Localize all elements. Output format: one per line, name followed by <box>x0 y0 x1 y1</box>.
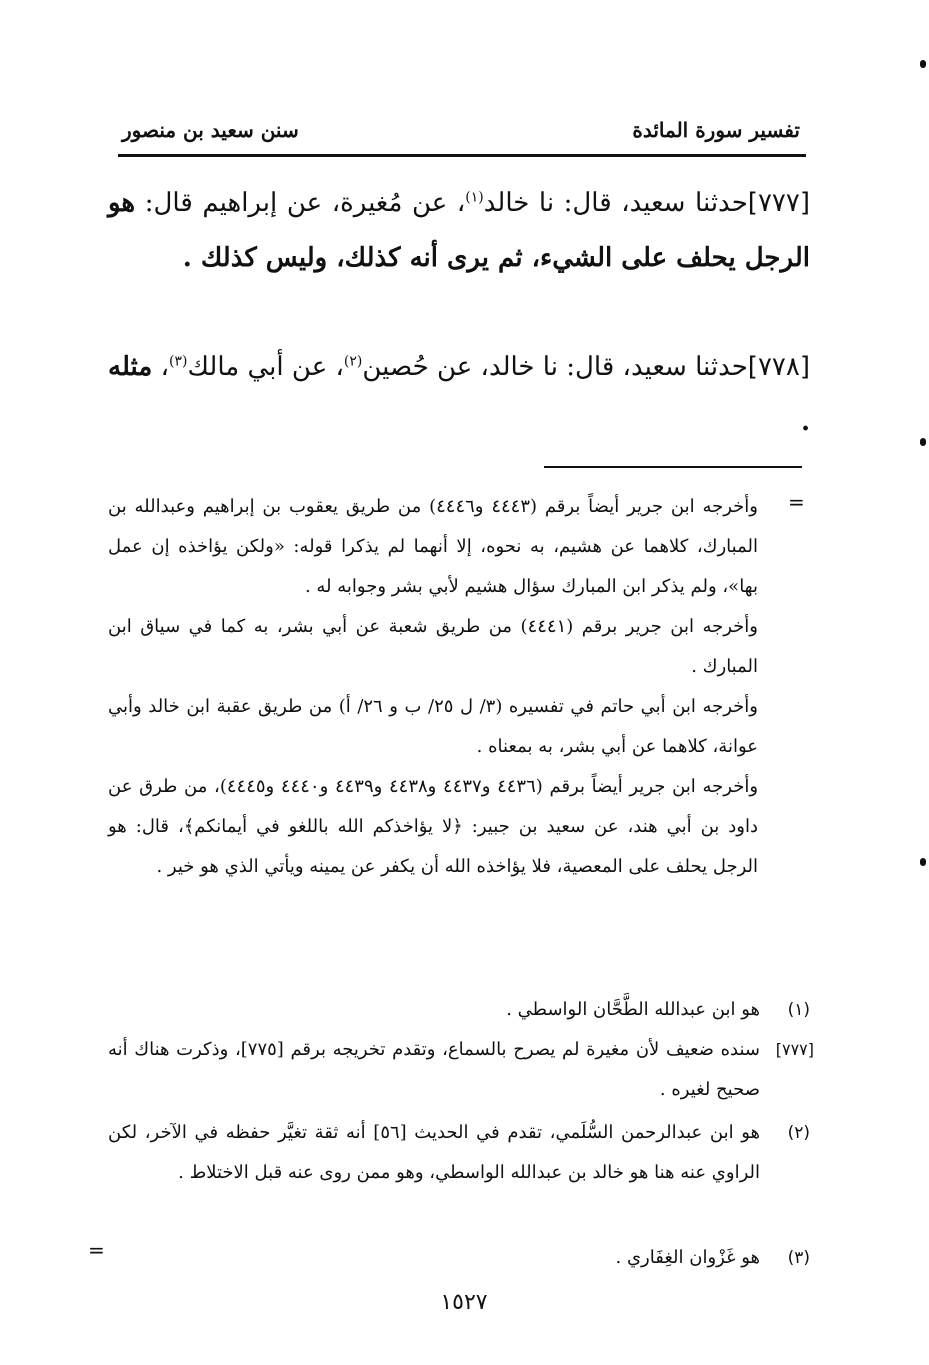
header-rule <box>118 154 806 157</box>
hadith-matn: مثله . <box>108 352 810 437</box>
hadith-777 <box>108 176 810 286</box>
scan-speck <box>920 858 926 866</box>
hadith-isnad: حدثنا سعيد، قال: نا خالد، عن حُصين <box>362 352 748 382</box>
footnote-continuation <box>108 487 810 887</box>
hadith-isnad-cont: ، عن أبي مالك <box>187 352 344 382</box>
footnote-1 <box>108 990 810 1030</box>
scan-speck <box>920 60 926 68</box>
footnote-ref[interactable]: (٣) <box>169 353 188 370</box>
running-header <box>118 112 800 148</box>
footnote-text: سنده ضعيف لأن مغيرة لم يصرح بالسماع، وتقدم تخريجه برقم [٧٧٥]، وذكرت هناك أنه صحيح لغيره . <box>108 1039 760 1100</box>
hadith-number: [٧٧٧] <box>747 188 810 218</box>
footnote-ref[interactable]: (٢) <box>343 353 363 370</box>
footnote-marker: [٧٧٧] <box>775 1040 814 1059</box>
footnote-3 <box>108 1238 810 1278</box>
footnote-marker: (٢) <box>787 1123 810 1143</box>
book-title: سنن سعيد بن منصور <box>122 118 299 142</box>
hadith-number: [٧٧٨] <box>747 352 811 382</box>
note-paragraph: وأخرجه ابن جرير برقم (٤٤٤١) من طريق شعبة عن أبي بشر، به كما في سياق ابن المبارك . <box>108 616 758 677</box>
scan-speck <box>920 438 926 446</box>
hadith-778 <box>108 340 810 450</box>
footnote-777 <box>108 1030 814 1110</box>
footnote-2 <box>108 1113 810 1193</box>
footnote-text: هو ابن عبدالله الطَّحَّان الواسطي . <box>506 999 760 1020</box>
continuation-marker: = <box>788 490 805 514</box>
note-paragraph: وأخرجه ابن جرير أيضاً برقم (٤٤٣٦ و٤٤٣٧ و٤٤٣٨ و٤٤٣٩ و٤٤٤٠ و٤٤٤٥)، من طرق عن داود بن أبي هند، عن سعيد بن جبير: ﴿لا يؤاخذكم الله باللغو في أيمانكم﴾، قال: هو الرجل يحلف على المعصية، فلا يؤاخذه الله أن يكفر عن يمينه ويأتي الذي هو خير . <box>108 776 759 877</box>
page-number: ١٥٢٧ <box>440 1290 488 1315</box>
footnote-ref[interactable]: (١) <box>465 189 484 206</box>
note-paragraph: وأخرجه ابن أبي حاتم في تفسيره (٣/ ل ٢٥/ ب و ٢٦/ أ) من طريق عقبة ابن خالد وأبي عوانة، كلاهما عن أبي بشر، به بمعناه . <box>108 696 759 757</box>
hadith-matn: هو الرجل يحلف على الشيء، ثم يرى أنه كذلك، وليس كذلك . <box>108 188 810 273</box>
hadith-isnad: حدثنا سعيد، قال: نا خالد <box>483 188 748 218</box>
footnote-separator <box>544 466 802 468</box>
page-continuation-marker: = <box>88 1238 105 1262</box>
note-paragraph: وأخرجه ابن جرير أيضاً برقم (٤٤٤٣ و٤٤٤٦) من طريق يعقوب بن إبراهيم وعبدالله بن المبارك، كلاهما عن هشيم، به نحوه، إلا أنهما لم يذكرا قوله: «ولكن يؤاخذه إن عمل بها»، ولم يذكر ابن المبارك سؤال هشيم لأبي بشر وجوابه له . <box>108 496 758 597</box>
hadith-isnad-end: ، <box>160 352 170 382</box>
chapter-title: تفسير سورة المائدة <box>632 118 800 142</box>
footnote-text: هو غَزْوان الغِفَاري . <box>615 1247 760 1268</box>
hadith-isnad-cont: ، عن مُغيرة، عن إبراهيم قال: <box>144 188 466 218</box>
footnote-text: هو ابن عبدالرحمن السُّلَمي، تقدم في الحديث [٥٦] أنه ثقة تغيَّر حفظه في الآخر، لكن الراوي عنه هنا هو خالد بن عبدالله الواسطي، وهو ممن روى عنه قبل الاختلاط . <box>108 1122 761 1183</box>
footnote-marker: (١) <box>787 1000 810 1020</box>
footnote-marker: (٣) <box>787 1248 810 1268</box>
